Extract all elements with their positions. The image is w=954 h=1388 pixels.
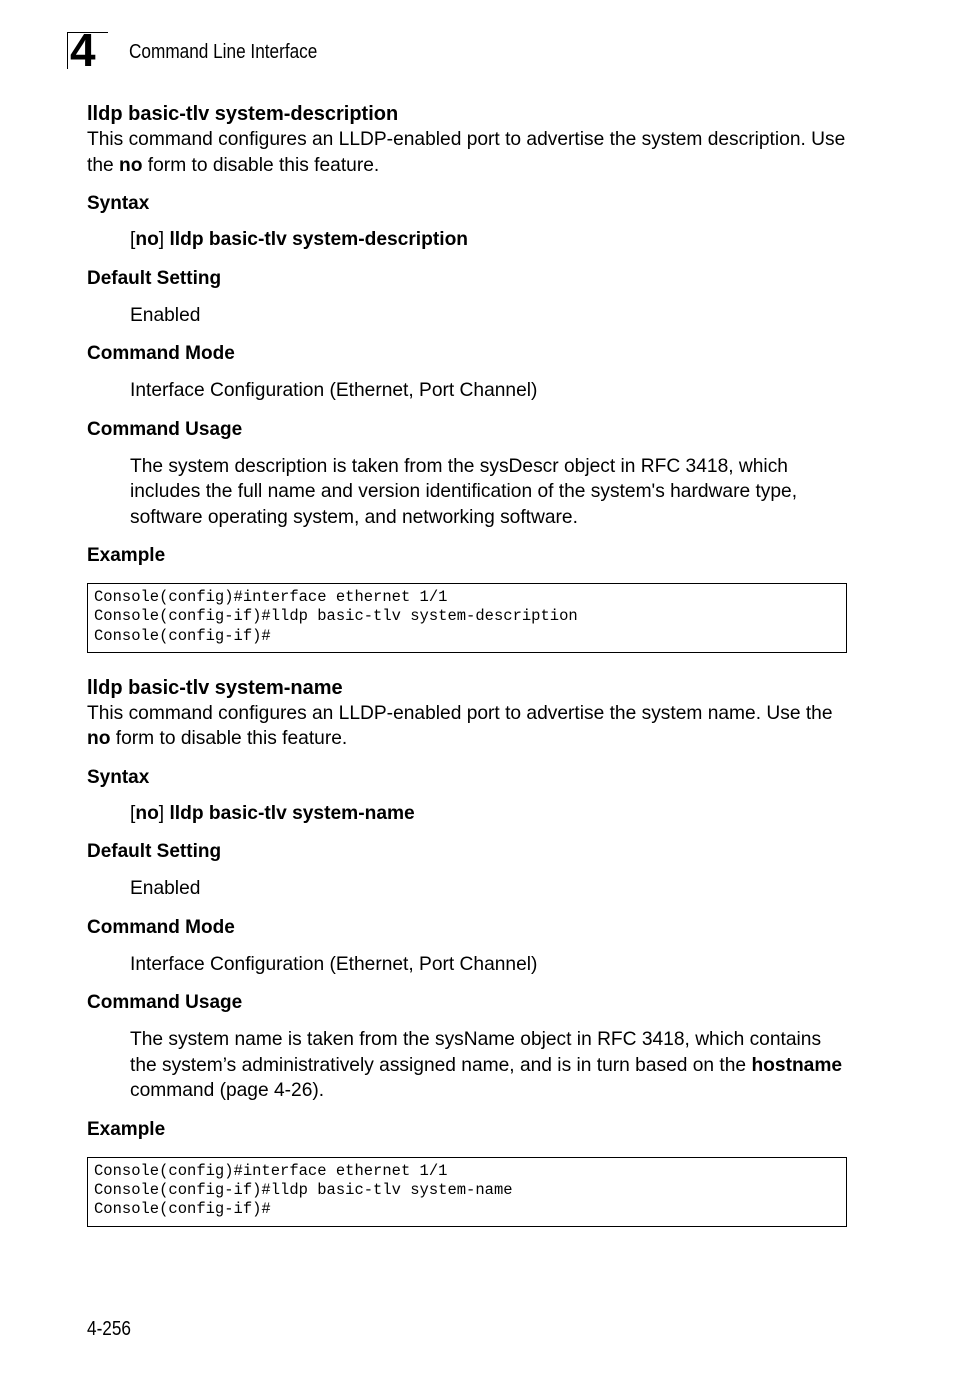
code-line: Console(config)#interface ethernet 1/1	[94, 1161, 448, 1180]
code-example	[87, 1157, 847, 1227]
code-line: Console(config-if)#	[94, 626, 271, 645]
example-heading: Example	[87, 1118, 166, 1140]
command-mode-heading: Command Mode	[87, 343, 235, 364]
command-usage-text: The system name is taken from the sysName object in RFC 3418, which contains the system’s administratively assigned name, and is in turn based on the hostname command (page 4-26).	[130, 1029, 843, 1102]
syntax-line: [no] lldp basic-tlv system-description	[130, 229, 469, 250]
code-line: Console(config-if)#lldp basic-tlv system-name	[94, 1181, 513, 1200]
code-line: Console(config-if)#lldp basic-tlv system-description	[94, 607, 578, 626]
chapter-number: 4	[70, 24, 96, 76]
page-content	[87, 101, 847, 1227]
page-number: 4-256	[87, 1318, 131, 1340]
code-line: Console(config)#interface ethernet 1/1	[94, 588, 448, 606]
command-section-system-name	[87, 675, 847, 1227]
command-usage-text: The system description is taken from the sysDescr object in RFC 3418, which includes the full name and version identification of the system's hardware type, software operating system, and networking software.	[130, 455, 798, 528]
command-title: lldp basic-tlv system-description	[87, 103, 399, 125]
syntax-heading: Syntax	[87, 193, 150, 214]
command-mode-value: Interface Configuration (Ethernet, Port Channel)	[130, 953, 538, 975]
command-usage-heading: Command Usage	[87, 992, 243, 1014]
command-section-system-description	[87, 101, 847, 653]
command-title: lldp basic-tlv system-name	[87, 676, 343, 699]
code-line: Console(config-if)#	[94, 1200, 271, 1219]
syntax-line: [no] lldp basic-tlv system-name	[130, 802, 415, 824]
default-setting-value: Enabled	[130, 878, 201, 900]
page-header	[67, 24, 367, 76]
syntax-heading: Syntax	[87, 766, 150, 788]
running-title: Command Line Interface	[129, 41, 318, 63]
command-description: This command configures an LLDP-enabled port to advertise the system description. Use the no form to disable this feature.	[87, 129, 846, 176]
default-setting-heading: Default Setting	[87, 267, 222, 289]
default-setting-heading: Default Setting	[87, 841, 222, 863]
chapter-marker	[67, 24, 108, 76]
command-mode-heading: Command Mode	[87, 916, 235, 938]
default-setting-value: Enabled	[130, 304, 201, 326]
command-description: This command configures an LLDP-enabled port to advertise the system name. Use the no form to disable this feature.	[87, 702, 833, 750]
code-example	[87, 583, 847, 653]
command-usage-heading: Command Usage	[87, 418, 243, 440]
example-heading: Example	[87, 545, 166, 566]
command-mode-value: Interface Configuration (Ethernet, Port Channel)	[130, 380, 538, 401]
